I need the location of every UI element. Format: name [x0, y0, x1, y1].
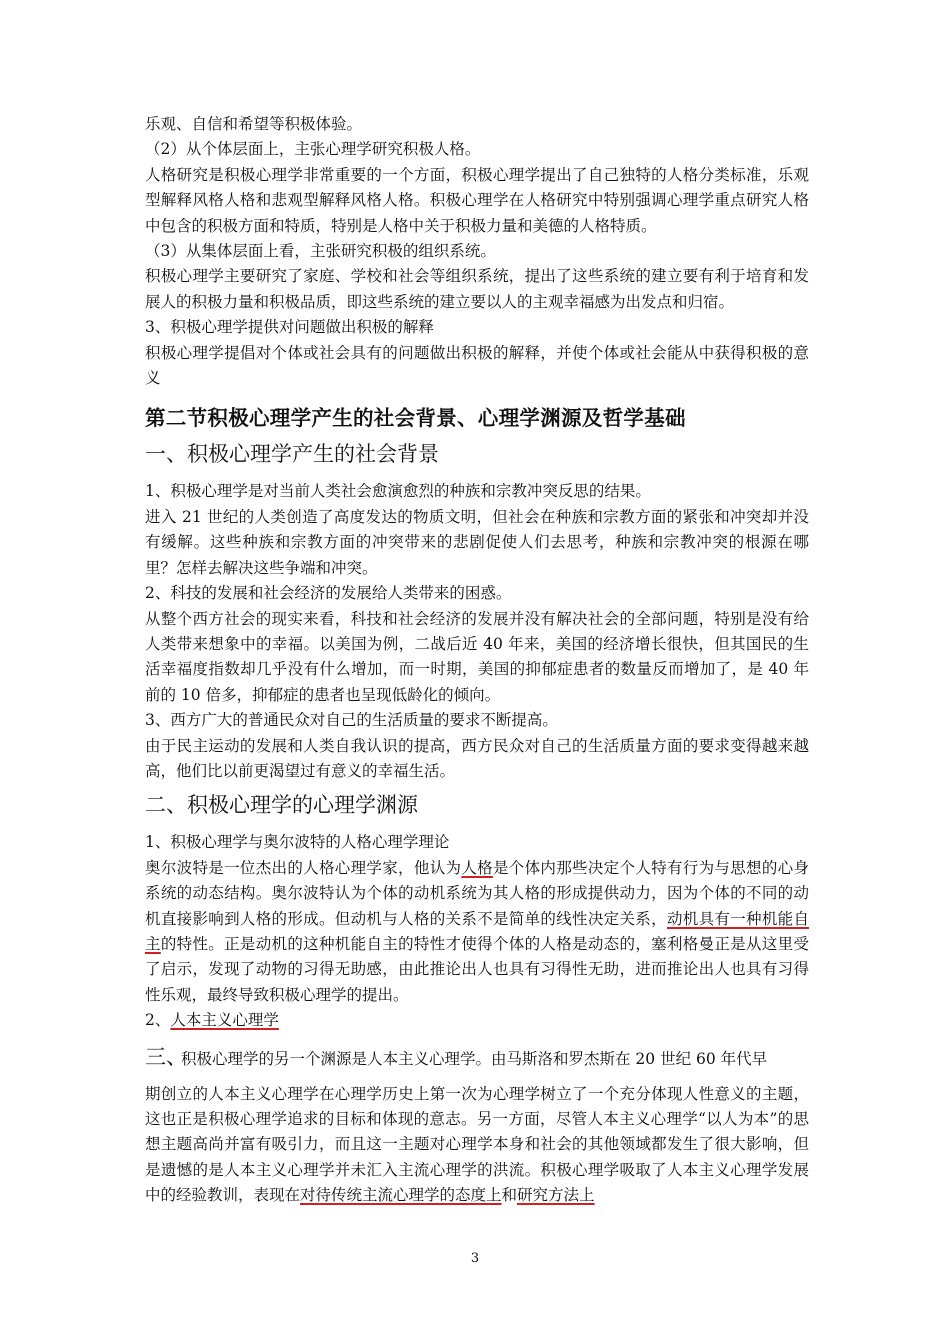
underlined-text: 研究方法上	[517, 1186, 595, 1205]
underlined-text: 动机具有一种机能自主	[145, 909, 809, 953]
paragraph: 3、积极心理学提供对问题做出积极的解释	[145, 318, 434, 337]
paragraph: 3、西方广大的普通民众对自己的生活质量的要求不断提高。	[145, 711, 558, 730]
section-heading: 第二节积极心理学产生的社会背景、心理学渊源及哲学基础	[145, 406, 686, 431]
text-run: 的特性。正是动机的这种机能自主的特性才使得个体的人格是动态的，塞利格曼正是从这里受了启示，发现了动物的习得无助感，由此推论出人也具有习得性无助，进而推论出人也具有习得性乐观，最终导致积极心理学的提出。	[145, 934, 809, 1004]
text-run: 和	[501, 1186, 518, 1205]
paragraph: （3）从集体层面上看，主张研究积极的组织系统。	[145, 242, 496, 261]
list-number: 2、	[145, 1011, 171, 1030]
subsection-heading: 二、积极心理学的心理学渊源	[145, 793, 418, 818]
text-run: 是个体内那些决定个人特有行为与思想的心身系统的动态结构。奥尔波特认为个体的动机系统为其人格的形成提供动力，因为个体的不同的动机直接影响到人格的形成。但动机与人格的关系不是简单的线性决定关系，	[145, 858, 809, 928]
underlined-text: 人格	[461, 858, 493, 877]
text-run: 积极心理学的另一个渊源是人本主义心理学。由马斯洛和罗杰斯在 20 世纪 60 年代早	[181, 1049, 768, 1068]
list-number: 三、	[145, 1044, 187, 1069]
paragraph-allport	[145, 856, 809, 1008]
page-content	[145, 112, 809, 1209]
paragraph: （2）从个体层面上，主张心理学研究积极人格。	[145, 140, 481, 159]
page-number: 3	[470, 1251, 480, 1266]
text-run: 期创立的人本主义心理学在心理学历史上第一次为心理学树立了一个充分体现人性意义的主题，这也正是积极心理学追求的目标和体现的意志。另一方面，尽管人本主义心理学“以人为本”的思想主题高尚并富有吸引力，而且这一主题对心理学本身和社会的其他领域都发生了很大影响，但是遗憾的是人本主义心理学并未汇入主流心理学的洪流。积极心理学吸取了人本主义心理学发展中的经验教训，表现在	[145, 1084, 809, 1205]
paragraph-humanistic	[145, 1082, 809, 1209]
paragraph: 1、积极心理学是对当前人类社会愈演愈烈的种族和宗教冲突反思的结果。	[145, 482, 651, 501]
paragraph: 积极心理学提倡对个体或社会具有的问题做出积极的解释，并使个体或社会能从中获得积极的意义	[145, 343, 809, 388]
paragraph: 2、科技的发展和社会经济的发展给人类带来的困惑。	[145, 584, 512, 603]
paragraph: 进入 21 世纪的人类创造了高度发达的物质文明，但社会在种族和宗教方面的紧张和冲突却并没有缓解。这些种族和宗教方面的冲突带来的悲剧促使人们去思考，种族和宗教冲突的根源在哪里？怎样去解决这些争端和冲突。	[145, 507, 809, 577]
underlined-text: 人本主义心理学	[170, 1011, 279, 1030]
paragraph: 人格研究是积极心理学非常重要的一个方面，积极心理学提出了自己独特的人格分类标准，乐观型解释风格人格和悲观型解释风格人格。积极心理学在人格研究中特别强调心理学重点研究人格中包含的积极方面和特质，特别是人格中关于积极力量和美德的人格特质。	[145, 165, 809, 235]
numbered-paragraph	[145, 1042, 809, 1074]
paragraph: 积极心理学主要研究了家庭、学校和社会等组织系统，提出了这些系统的建立要有利于培育和发展人的积极力量和积极品质，即这些系统的建立要以人的主观幸福感为出发点和归宿。	[145, 267, 809, 311]
paragraph: 从整个西方社会的现实来看，科技和社会经济的发展并没有解决社会的全部问题，特别是没有给人类带来想象中的幸福。以美国为例，二战后近 40 年来，美国的经济增长很快，但其国民的生活幸福度指数却几乎没有什么增加，而一时期，美国的抑郁症患者的数量反而增加了，是 40 年前的 10 倍多，抑郁症的患者也呈现低龄化的倾向。	[145, 609, 809, 704]
paragraph: 由于民主运动的发展和人类自我认识的提高，西方民众对自己的生活质量方面的要求变得越来越高，他们比以前更渴望过有意义的幸福生活。	[145, 736, 809, 780]
text-run: 奥尔波特是一位杰出的人格心理学家，他认为	[145, 858, 462, 877]
subsection-heading: 一、积极心理学产生的社会背景	[145, 442, 439, 467]
paragraph: 乐观、自信和希望等积极体验。	[145, 115, 363, 133]
underlined-text: 对待传统主流心理学的态度上	[300, 1186, 502, 1205]
paragraph: 1、积极心理学与奥尔波特的人格心理学理论	[145, 833, 450, 852]
paragraph	[145, 1008, 809, 1033]
